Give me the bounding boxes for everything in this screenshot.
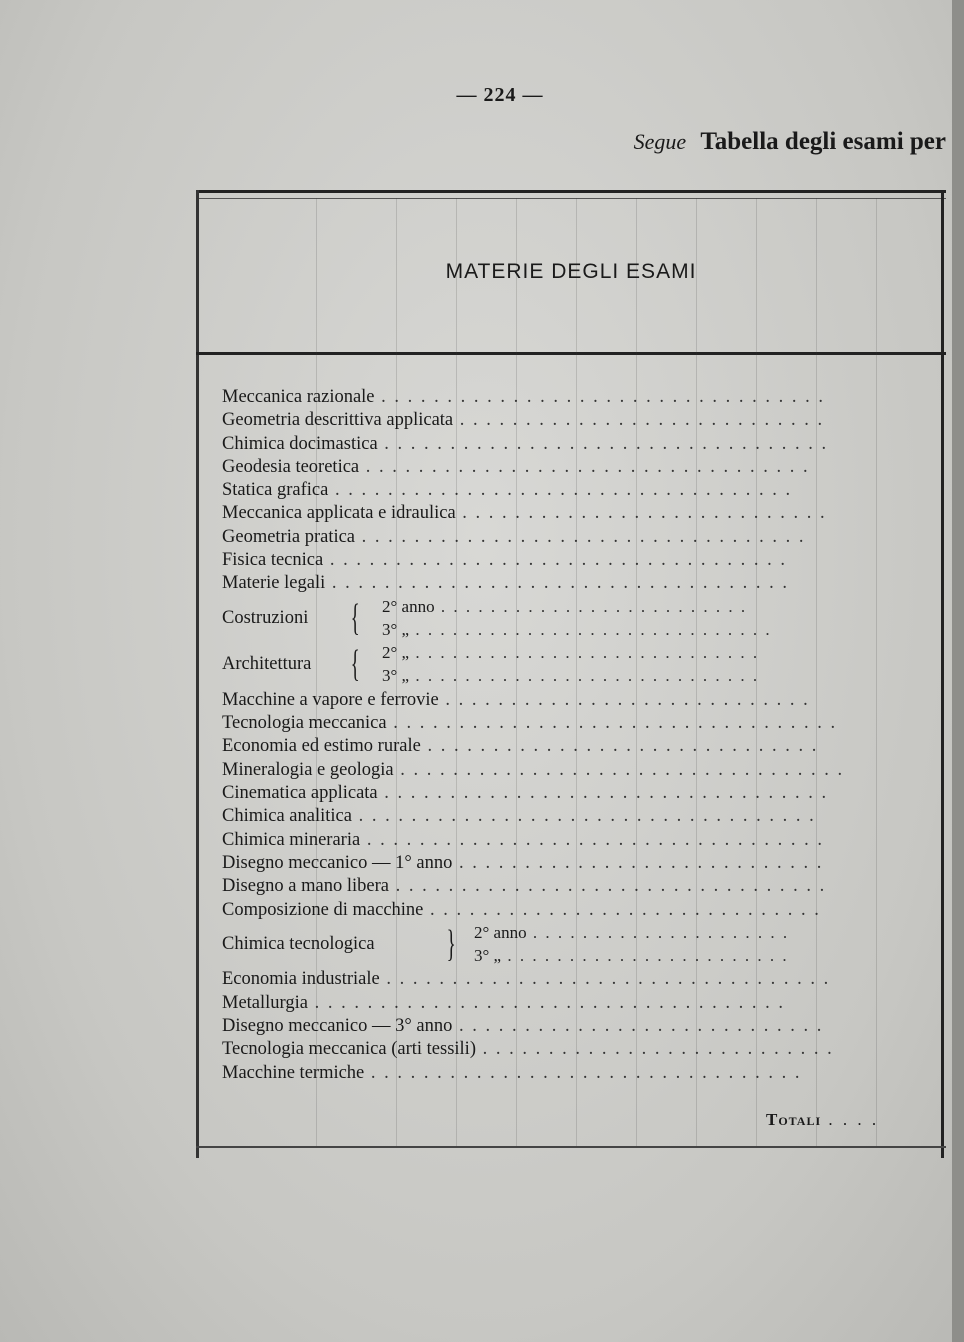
leader-dots: . . . . — [821, 1110, 880, 1129]
group-label: Chimica tecnologica — [222, 933, 375, 954]
totals-label: Totali — [766, 1110, 822, 1129]
subject-label: Disegno meccanico — 3° anno — [222, 1016, 453, 1037]
leader-dots: . . . . . . . . . . . . . . . . . . . . . . . . . . . . . . . . . . — [386, 713, 838, 734]
leader-dots: . . . . . . . . . . . . . . . . . . . . . . . . . . . . — [452, 852, 824, 873]
subject-label: Geodesia teoretica — [222, 456, 360, 477]
leader-dots: . . . . . . . . . . . . . . . . . . . . . . . . . . . . — [455, 503, 827, 524]
subject-label: Disegno meccanico — 1° anno — [222, 852, 453, 873]
leader-dots: . . . . . . . . . . . . . . . . . . . . . — [526, 922, 790, 942]
leader-dots: . . . . . . . . . . . . . . . . . . . . . . . . . . . . — [409, 643, 760, 663]
subject-label: Chimica docimastica — [222, 433, 378, 454]
subject-label: Metallurgia — [222, 992, 308, 1013]
leader-dots: . . . . . . . . . . . . . . . . . . . . . . . . . . . . — [438, 689, 810, 710]
leader-dots: . . . . . . . . . . . . . . . . . . . . . . . . . . . . . . . . . . — [359, 456, 810, 477]
leader-dots: . . . . . . . . . . . . . . . . . . . . . . . . . . . . . . . . . . . — [328, 480, 793, 501]
subject-label: Tecnologia meccanica (arti tessili) — [222, 1039, 476, 1060]
column-title: MATERIE DEGLI ESAMI — [445, 260, 697, 283]
subject-row — [222, 1015, 942, 1038]
leader-dots: . . . . . . . . . . . . . . . . . . . . . . . . . . . . — [409, 666, 760, 686]
sub-label: 3° „ — [382, 619, 410, 639]
subject-label: Economia industriale — [222, 969, 380, 990]
subject-row — [222, 782, 942, 805]
subject-label: Cinematica applicata — [222, 783, 378, 804]
subject-label: Economia ed estimo rurale — [222, 736, 421, 757]
subject-row — [222, 735, 942, 758]
subject-row — [222, 572, 942, 595]
subject-label: Fisica tecnica — [222, 550, 324, 571]
leader-dots: . . . . . . . . . . . . . . . . . . . . . . . . . . . . . . . . . . . — [360, 829, 824, 850]
page-number: — 224 — — [456, 84, 544, 106]
leader-dots: . . . . . . . . . . . . . . . . . . . . . . . . . . . . . . . . . . — [355, 526, 806, 547]
subject-row — [222, 502, 942, 525]
group-label: Architettura — [222, 654, 312, 675]
subject-label: Statica grafica — [222, 480, 329, 501]
group-sub-row — [474, 945, 789, 967]
leader-dots: . . . . . . . . . . . . . . . . . . . . . . . . . . . . . . — [423, 899, 821, 920]
leader-dots: . . . . . . . . . . . . . . . . . . . . . . . . . . . . . — [409, 619, 772, 639]
subject-row — [222, 1038, 942, 1061]
subject-row — [222, 852, 942, 875]
group-label: Costruzioni — [222, 607, 309, 628]
brace-glyph: } — [446, 922, 456, 965]
heading-title: Tabella degli esami per — [700, 128, 946, 155]
leader-dots: . . . . . . . . . . . . . . . . . . . . . . . . . . . . . . . . . . — [377, 433, 829, 454]
subject-row — [222, 829, 942, 852]
brace-glyph: { — [350, 643, 360, 686]
leader-dots: . . . . . . . . . . . . . . . . . . . . . . . . . . . . . . . . . . — [377, 783, 829, 804]
subject-row — [222, 759, 942, 782]
subject-row — [222, 712, 942, 735]
subject-row — [222, 526, 942, 549]
table-bottom-rule — [196, 1146, 946, 1148]
leader-dots: . . . . . . . . . . . . . . . . . . . . . . . . . . . . . . . . . — [364, 1062, 802, 1083]
table-top-rule — [196, 190, 946, 193]
leader-dots: . . . . . . . . . . . . . . . . . . . . . . . . . . . . . . . . . . . — [325, 573, 789, 594]
subject-label: Tecnologia meccanica — [222, 713, 387, 734]
leader-dots: . . . . . . . . . . . . . . . . . . . . . . . . . . . . . . . . . . . — [351, 806, 816, 827]
subject-label: Chimica mineraria — [222, 829, 361, 850]
leader-dots: . . . . . . . . . . . . . . . . . . . . . . . . . . . . . . . . . . . — [323, 550, 787, 571]
subject-row — [222, 479, 942, 502]
subject-row — [222, 968, 942, 991]
table-left-rule — [196, 190, 199, 1158]
subject-label: Geometria pratica — [222, 526, 356, 547]
subject-label: Meccanica razionale — [222, 387, 375, 407]
page-edge — [952, 0, 964, 1342]
subject-label: Composizione di macchine — [222, 899, 424, 920]
leader-dots: . . . . . . . . . . . . . . . . . . . . . . . . . . . . . . . . . . . . — [307, 992, 785, 1013]
subject-row — [222, 689, 942, 712]
subject-row — [222, 433, 942, 456]
subject-row — [222, 1062, 942, 1085]
subject-label: Disegno a mano libera — [222, 876, 389, 897]
leader-dots: . . . . . . . . . . . . . . . . . . . . . . . . . . . . . . . . . . — [393, 759, 845, 780]
totals-row — [766, 1110, 879, 1130]
subject-group-costruzioni — [222, 596, 942, 643]
sub-label: 2° „ — [382, 643, 410, 663]
group-sub-row — [382, 596, 747, 618]
leader-dots: . . . . . . . . . . . . . . . . . . . . . . . . . . . . . . . . . . — [379, 969, 831, 990]
group-sub-row — [382, 642, 759, 664]
leader-dots: . . . . . . . . . . . . . . . . . . . . . . . — [501, 945, 789, 965]
subject-row — [222, 456, 942, 479]
subject-row — [222, 549, 942, 572]
subject-label: Geometria descrittiva applicata — [222, 410, 454, 431]
sub-label: 3° „ — [474, 945, 502, 965]
brace-glyph: { — [350, 596, 360, 639]
subject-label: Materie legali — [222, 573, 326, 594]
leader-dots: . . . . . . . . . . . . . . . . . . . . . . . . . . . . — [452, 1016, 824, 1037]
heading-segue: Segue — [633, 129, 687, 154]
table-header-rule — [196, 352, 946, 355]
group-sub-row — [474, 922, 789, 944]
leader-dots: . . . . . . . . . . . . . . . . . . . . . . . . . . . . . . . . . . — [374, 387, 826, 407]
subject-row — [222, 992, 942, 1015]
subject-label: Mineralogia e geologia — [222, 759, 394, 780]
subject-label: Chimica analitica — [222, 806, 352, 827]
subject-label: Macchine termiche — [222, 1062, 365, 1083]
leader-dots: . . . . . . . . . . . . . . . . . . . . . . . . . . . . . . — [420, 736, 819, 757]
group-sub-row — [382, 665, 759, 687]
sub-label: 2° anno — [474, 922, 527, 942]
group-sub-row — [382, 619, 772, 641]
leader-dots: . . . . . . . . . . . . . . . . . . . . . . . . . . . . . . . . . — [388, 876, 827, 897]
sub-label: 2° anno — [382, 596, 435, 616]
leader-dots: . . . . . . . . . . . . . . . . . . . . . . . . . . . . — [453, 410, 825, 431]
table-heading — [634, 128, 946, 156]
subject-row — [222, 805, 942, 828]
subject-list — [222, 386, 942, 1085]
subject-group-architettura — [222, 642, 942, 689]
table-top-rule-thin — [196, 198, 946, 199]
leader-dots: . . . . . . . . . . . . . . . . . . . . . . . . . — [434, 596, 748, 616]
leader-dots: . . . . . . . . . . . . . . . . . . . . . . . . . . . — [476, 1039, 834, 1060]
subject-row — [222, 386, 942, 409]
subject-label: Macchine a vapore e ferrovie — [222, 689, 439, 710]
subject-row — [222, 875, 942, 898]
subject-group-chimica-tecnologica — [222, 922, 942, 969]
exam-table — [196, 190, 946, 1158]
subject-row — [222, 409, 942, 432]
subject-label: Meccanica applicata e idraulica — [222, 503, 456, 524]
subject-row — [222, 899, 942, 922]
sub-label: 3° „ — [382, 666, 410, 686]
